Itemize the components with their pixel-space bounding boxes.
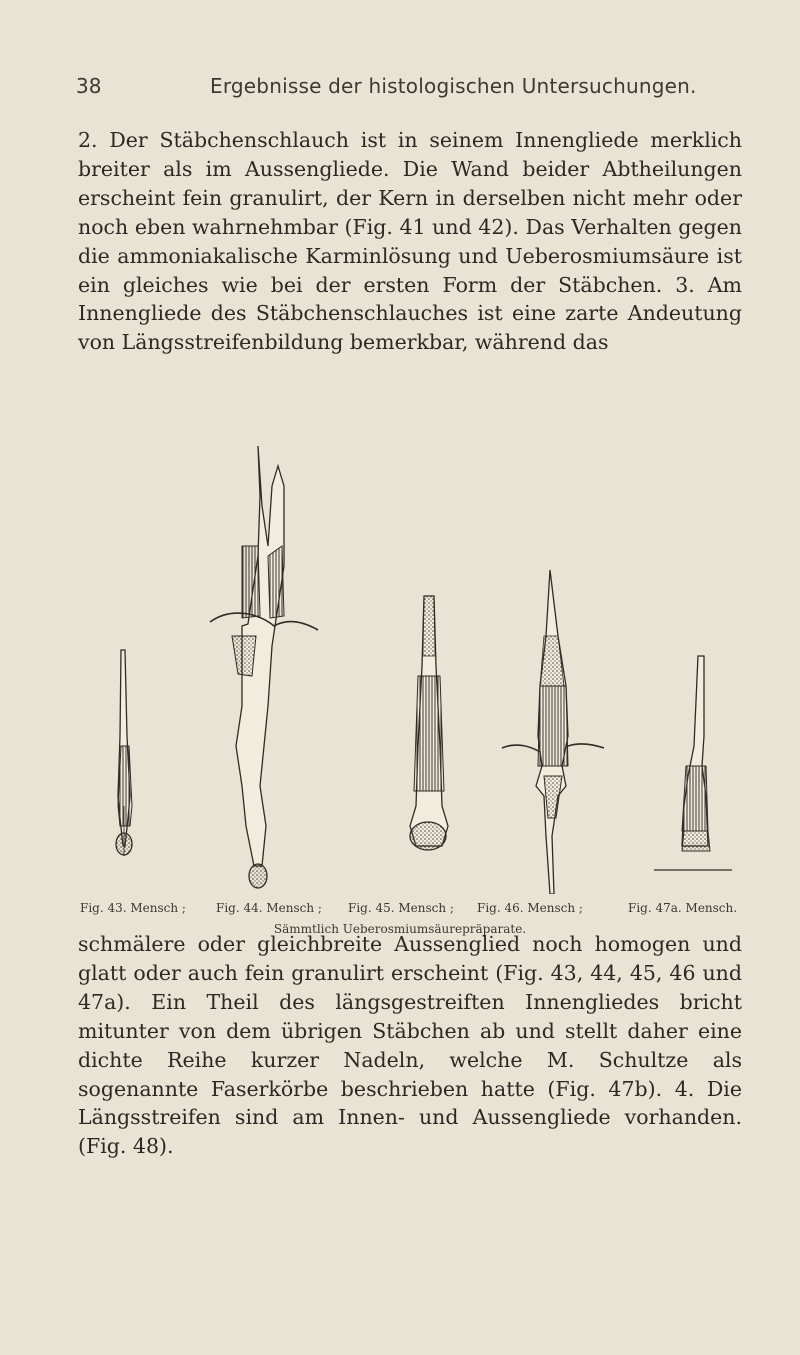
caption-fig-44: Fig. 44. Mensch ;	[216, 901, 322, 915]
running-title: Ergebnisse der histologischen Untersuchungen.	[210, 74, 697, 98]
rod-cells-illustration	[92, 446, 742, 894]
page-number: 38	[76, 74, 102, 98]
caption-fig-47a: Fig. 47a. Mensch.	[628, 901, 738, 915]
fig-45-drawing	[410, 596, 448, 850]
figure-illustration	[92, 446, 742, 894]
caption-fig-43: Fig. 43. Mensch ;	[80, 901, 186, 915]
figure-subcaption: Sämmtlich Ueberosmiumsäurepräparate.	[273, 922, 527, 936]
fig-43-drawing	[116, 650, 132, 856]
paragraph-top: 2. Der Stäbchenschlauch ist in seinem Innengliede merklich breiter als im Aussengliede. Die Wand beider Abtheilungen erscheint fein granulirt, der Kern in derselben nicht mehr oder noch eben wahrnehmbar (Fig. 41 und 42). Das Verhalten gegen die ammoniakalische Karminlösung und Ueberosmiumsäure ist ein gleiches wie bei der ersten Form der Stäbchen. 3. Am Innengliede des Stäbchenschlauches ist eine zarte Andeutung von Längsstreifenbildung bemerkbar, während das	[78, 128, 742, 355]
page-header	[76, 74, 726, 106]
fig-44-drawing	[210, 446, 318, 888]
caption-fig-46: Fig. 46. Mensch ;	[477, 901, 583, 915]
paragraph-bottom: schmälere oder gleichbreite Aussenglied noch homogen und glatt oder auch fein granulirt erscheint (Fig. 43, 44, 45, 46 und 47a). Ein Theil des längsgestreiften Innengliedes bricht mitunter von dem übrigen Stäbchen ab und stellt daher eine dichte Reihe kurzer Nadeln, welche M. Schultze als sogenannte Faserkörbe beschrieben hatte (Fig. 47b). 4. Die Längsstreifen sind am Innen- und Aussengliede vorhanden. (Fig. 48).	[78, 932, 742, 1159]
caption-fig-45: Fig. 45. Mensch ;	[348, 901, 454, 915]
figure-caption-row	[80, 901, 760, 919]
fig-46-drawing	[502, 570, 604, 894]
fig-47a-drawing	[654, 656, 732, 870]
